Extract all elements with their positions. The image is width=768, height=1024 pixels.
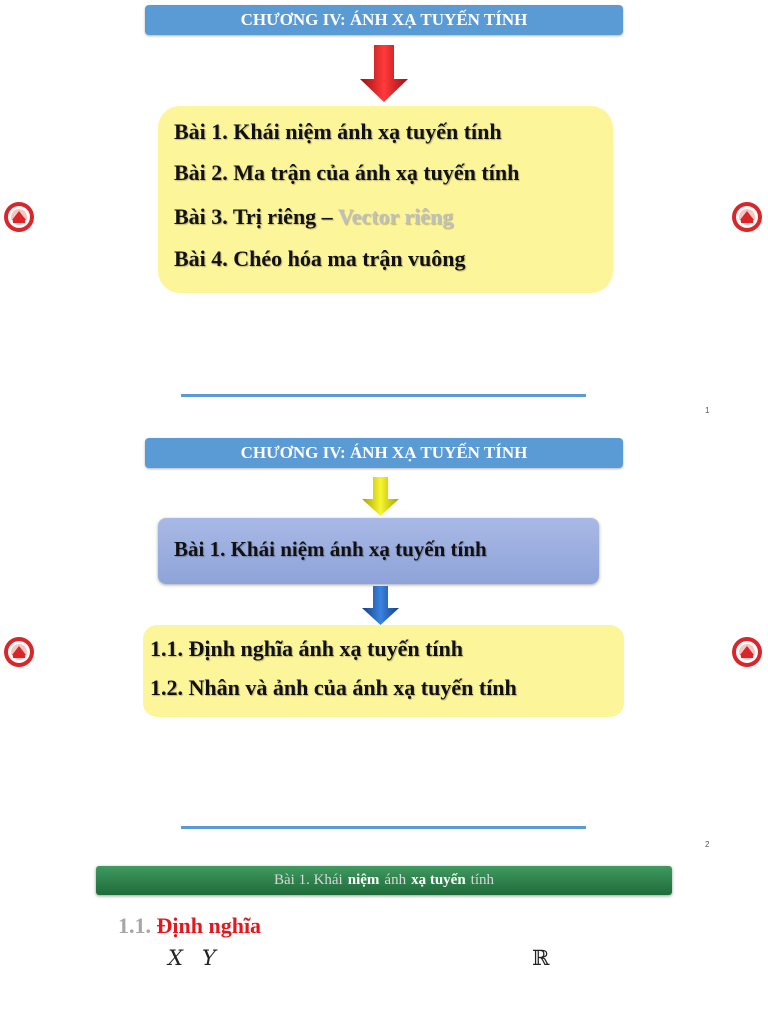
lesson-title[interactable]: Bài 1. Khái niệm ánh xạ tuyến tính: [174, 537, 487, 561]
chapter-title-bar: [145, 5, 623, 35]
chapter-title-bar: [145, 438, 623, 468]
subsection-1[interactable]: 1.1. Định nghĩa ánh xạ tuyến tính: [150, 636, 463, 661]
university-logo-icon: [3, 636, 35, 668]
section-number: 1.1.: [118, 913, 151, 938]
header-part-5: tính: [470, 872, 495, 888]
footer-line: [181, 394, 586, 397]
lesson-3-main: Bài 3. Trị riêng –: [174, 204, 338, 229]
header-part-3: ánh: [384, 872, 407, 888]
subsection-2[interactable]: 1.2. Nhân và ảnh của ánh xạ tuyến tính: [150, 675, 517, 700]
lesson-box: [158, 518, 599, 584]
university-logo-icon: [731, 636, 763, 668]
lesson-2[interactable]: Bài 2. Ma trận của ánh xạ tuyến tính: [174, 160, 520, 185]
lesson-list-box: [158, 106, 613, 293]
section-title: Định nghĩa: [156, 913, 262, 938]
down-arrow-icon: [361, 586, 401, 626]
lesson-3-gray: Vector riêng: [337, 204, 454, 229]
subsection-list-box: [143, 625, 624, 717]
lesson-header-bar: [96, 866, 672, 895]
lesson-1[interactable]: Bài 1. Khái niệm ánh xạ tuyến tính: [174, 119, 502, 144]
header-part-2: niệm: [347, 872, 380, 888]
lesson-4[interactable]: Bài 4. Chéo hóa ma trận vuông: [174, 246, 466, 271]
math-symbol-y: Y: [202, 946, 216, 970]
down-arrow-icon: [361, 477, 401, 517]
footer-line: [181, 826, 586, 829]
down-arrow-icon: [358, 45, 410, 103]
math-symbol-real: ℝ: [532, 946, 550, 970]
page-number: 2: [705, 840, 710, 849]
lesson-3[interactable]: [174, 204, 453, 230]
math-symbol-x: X: [168, 946, 183, 970]
header-part-4: xạ tuyến: [411, 872, 466, 888]
chapter-title: CHƯƠNG IV: ÁNH XẠ TUYẾN TÍNH: [240, 443, 528, 462]
header-part-1: Bài 1. Khái: [273, 872, 343, 888]
page-number: 1: [705, 406, 710, 415]
university-logo-icon: [731, 201, 763, 233]
university-logo-icon: [3, 201, 35, 233]
section-heading: [118, 913, 261, 939]
chapter-title: CHƯƠNG IV: ÁNH XẠ TUYẾN TÍNH: [240, 10, 528, 29]
